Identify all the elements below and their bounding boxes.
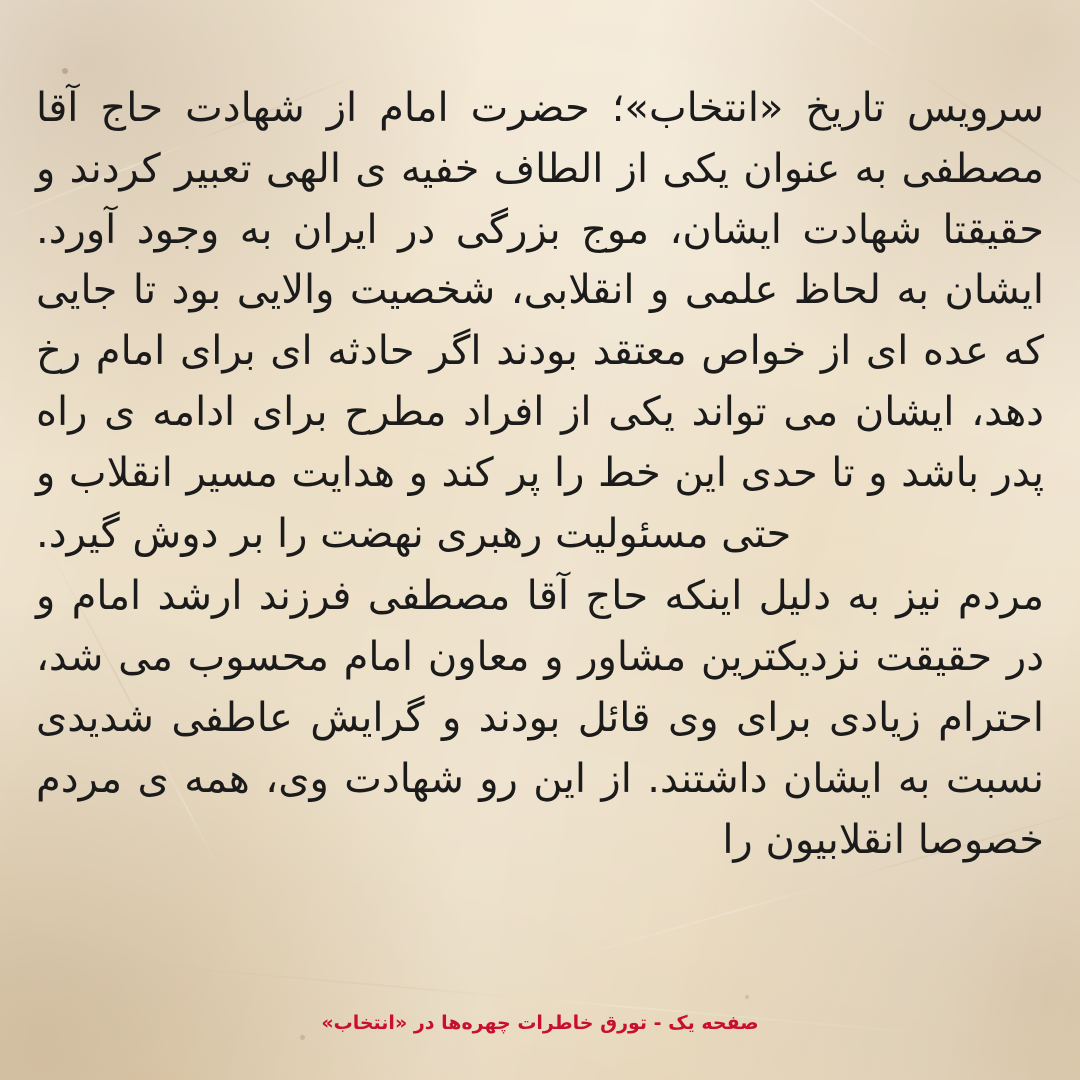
article-body [0,78,1080,870]
paper-speck-icon [745,995,749,999]
paper-speck-icon [62,68,68,74]
paper-speck-icon [300,1035,305,1040]
paragraph-2: مردم نیز به دلیل اینکه حاج آقا مصطفی فرزند ارشد امام و در حقیقت نزدیکترین مشاور و معاون امام محسوب می شد، احترام زیادی برای وی قائل بودند و گرایش عاطفی شدیدی نسبت به ایشان داشتند. از این رو شهادت وی، همه ی مردم خصوصا انقلابیون را [36,573,1044,863]
page-caption: صفحه یک - تورق خاطرات چهره‌ها در «انتخاب» [321,1012,759,1034]
paragraph-1: سرویس تاریخ «انتخاب»؛ حضرت امام از شهادت حاج آقا مصطفی به عنوان یکی از الطاف خفیه ی الهی تعبیر کردند و حقیقتا شهادت ایشان، موج بزرگی در ایران به وجود آورد. ایشان به لحاظ علمی و انقلابی، شخصیت والایی بود تا جایی که عده ای از خواص معتقد بودند اگر حادثه ای برای امام رخ دهد، ایشان می تواند یکی از افراد مطرح برای ادامه ی راه پدر باشد و تا حدی این خط را پر کند و هدایت مسیر انقلاب و حتی مسئولیت رهبری نهضت را بر دوش گیرد. [36,85,1044,557]
